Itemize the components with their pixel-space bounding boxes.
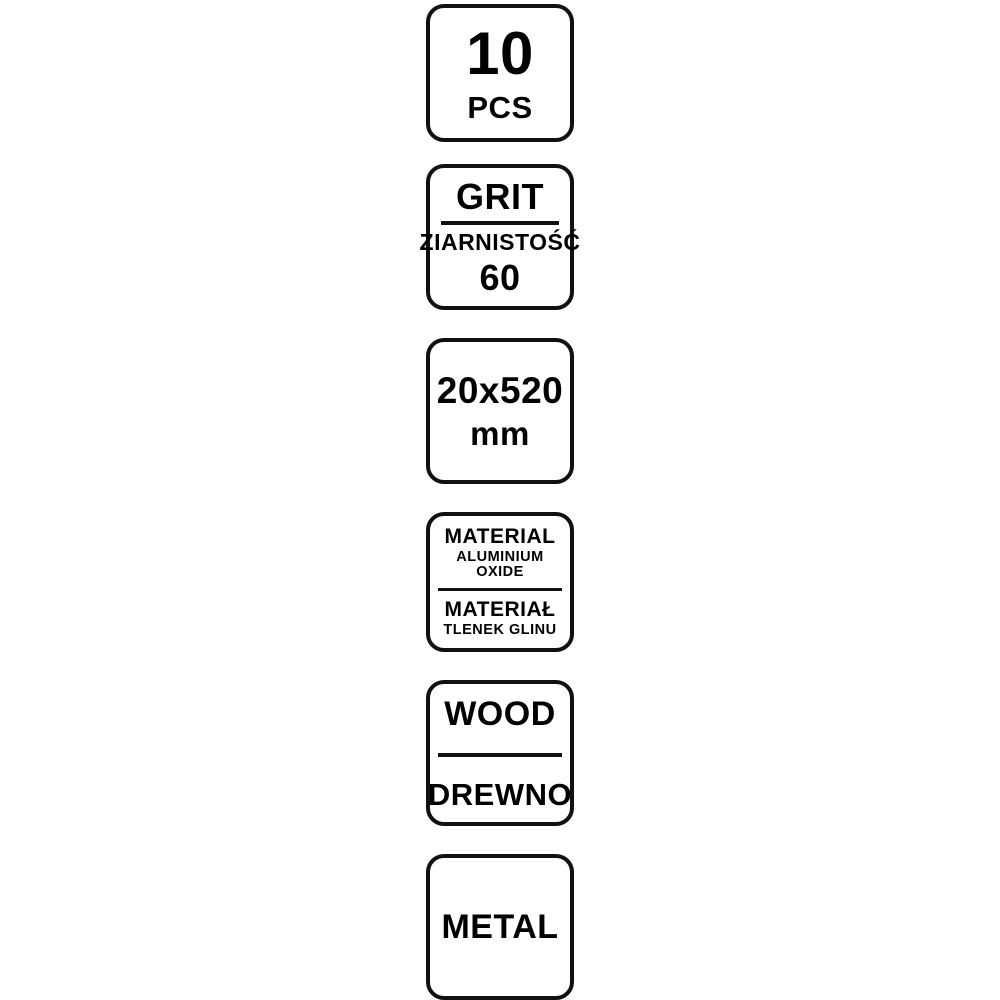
wood-label-pl: DREWNO	[427, 776, 573, 812]
dimensions-value: 20x520	[436, 370, 564, 412]
divider	[438, 753, 562, 757]
wood-label-en: WOOD	[444, 694, 556, 733]
metal-label-en: METAL	[441, 908, 559, 947]
grit-value: 60	[479, 256, 521, 298]
dimensions-unit: mm	[470, 415, 530, 453]
grit-label-en: GRIT	[456, 175, 544, 217]
badge-dimensions	[426, 338, 574, 484]
badge-wood	[426, 680, 574, 826]
badge-grit	[419, 164, 581, 310]
divider	[441, 221, 559, 225]
badge-metal	[426, 854, 574, 1000]
material-label-en: MATERIAL	[444, 524, 556, 548]
quantity-value: 10	[466, 19, 534, 87]
badge-material	[426, 512, 574, 652]
grit-label-pl: ZIARNISTOŚĆ	[419, 228, 581, 255]
quantity-unit: PCS	[467, 89, 533, 125]
material-label-pl: MATERIAŁ	[444, 598, 556, 622]
material-value-pl: TLENEK GLINU	[443, 622, 557, 639]
material-value-en: ALUMINIUM OXIDE	[456, 548, 544, 580]
badge-quantity	[426, 4, 574, 142]
divider	[438, 588, 562, 591]
